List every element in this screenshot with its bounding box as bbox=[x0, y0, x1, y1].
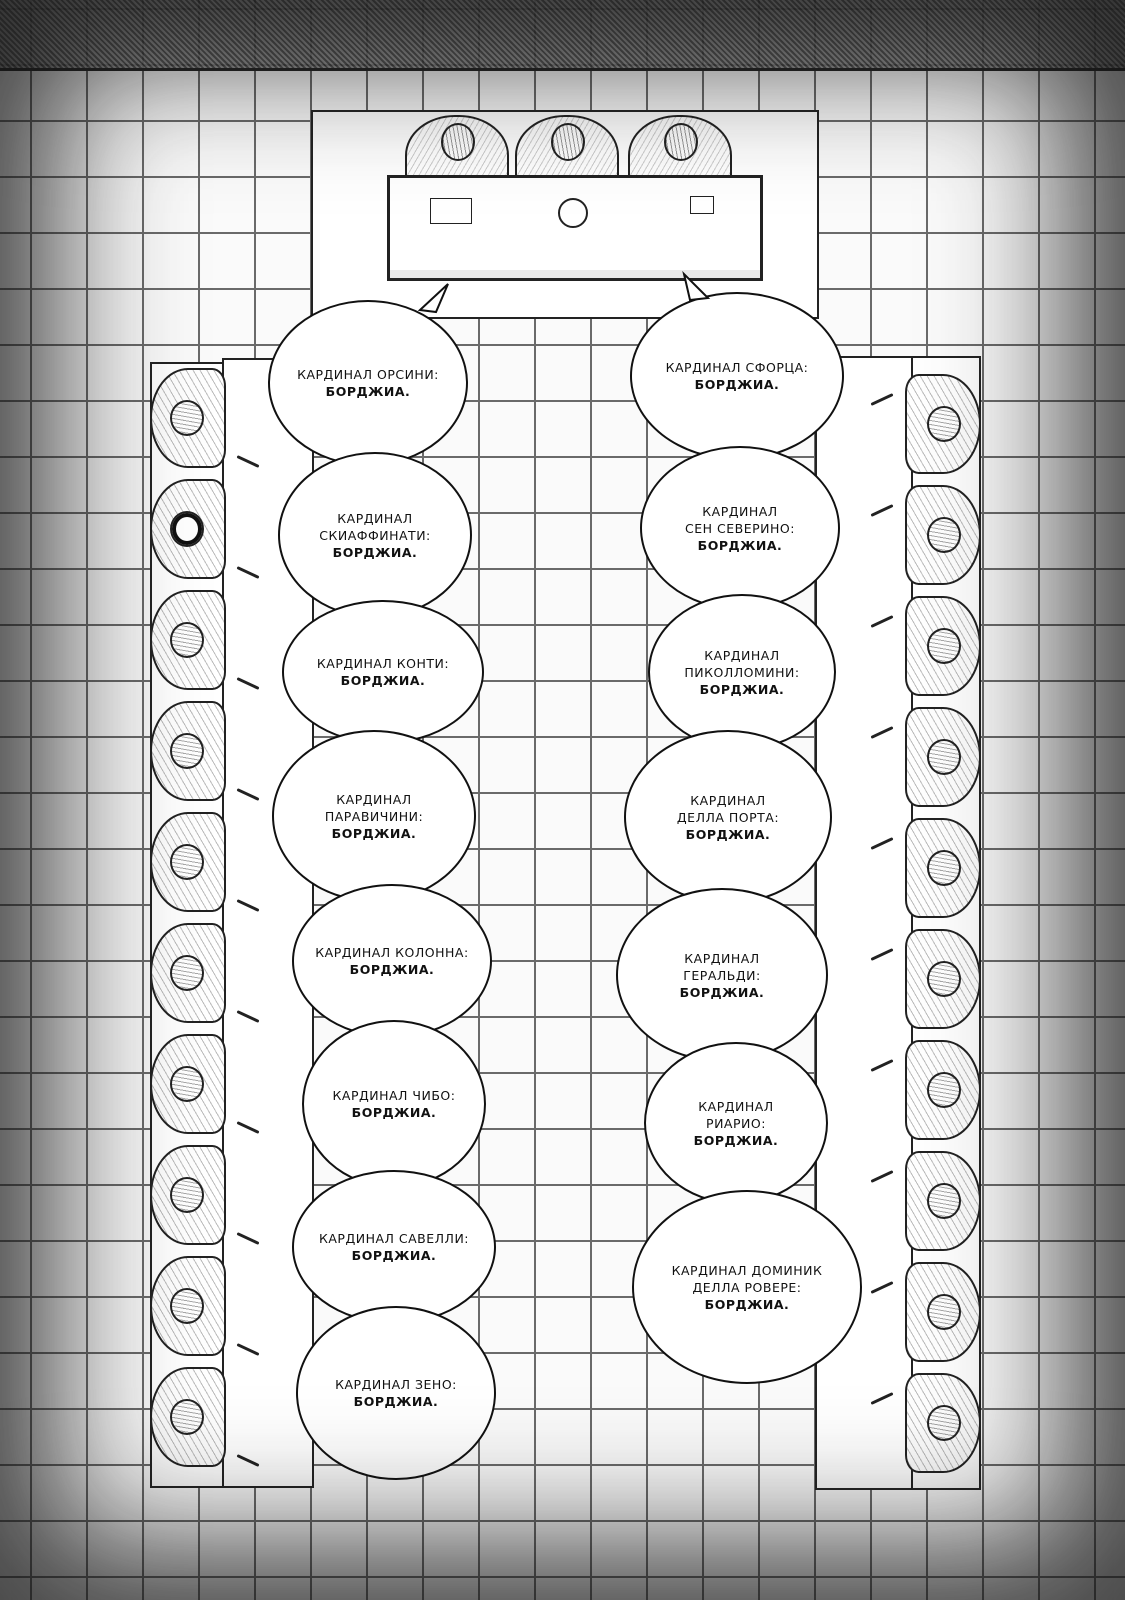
balloon-tail-left bbox=[420, 284, 448, 312]
cardinal-name: КАРДИНАЛ ЧИБО: bbox=[332, 1088, 456, 1103]
vote-text: БОРДЖИА. bbox=[340, 673, 426, 688]
vote-text: БОРДЖИА. bbox=[331, 825, 417, 841]
vote-text: БОРДЖИА. bbox=[332, 544, 418, 560]
cardinal-name: КАРДИНАЛ ЗЕНО: bbox=[335, 1377, 457, 1392]
cardinal-name: КАРДИНАЛ КОЛОННА: bbox=[315, 945, 469, 960]
cardinal-name: КАРДИНАЛ СЕН СЕВЕРИНО: bbox=[685, 503, 795, 536]
vote-text: БОРДЖИА. bbox=[699, 681, 785, 697]
vote-text: БОРДЖИА. bbox=[685, 826, 771, 842]
vote-text: БОРДЖИА. bbox=[704, 1296, 790, 1312]
cardinal-name: КАРДИНАЛ ГЕРАЛЬДИ: bbox=[683, 950, 761, 983]
cardinal-name: КАРДИНАЛ РИАРИО: bbox=[698, 1098, 774, 1131]
cardinal-name: КАРДИНАЛ СФОРЦА: bbox=[665, 360, 809, 375]
cardinal-name: КАРДИНАЛ ПИКОЛЛОМИНИ: bbox=[684, 647, 800, 680]
vote-text: БОРДЖИА. bbox=[353, 1394, 439, 1409]
vote-text: БОРДЖИА. bbox=[351, 1105, 437, 1120]
cardinal-name: КАРДИНАЛ САВЕЛЛИ: bbox=[318, 1231, 470, 1246]
cardinal-name: КАРДИНАЛ СКИАФФИНАТИ: bbox=[319, 510, 431, 543]
vote-text: БОРДЖИА. bbox=[697, 537, 783, 553]
vote-text: БОРДЖИА. bbox=[679, 984, 765, 1000]
vote-text: БОРДЖИА. bbox=[325, 384, 411, 399]
vote-text: БОРДЖИА. bbox=[694, 377, 780, 392]
balloon-tail-right bbox=[684, 274, 708, 300]
vote-text: БОРДЖИА. bbox=[693, 1132, 779, 1148]
vote-text: БОРДЖИА. bbox=[351, 1248, 437, 1263]
cardinal-name: КАРДИНАЛ КОНТИ: bbox=[316, 656, 450, 671]
vote-text: БОРДЖИА. bbox=[349, 962, 435, 977]
cardinal-name: КАРДИНАЛ ДЕЛЛА ПОРТА: bbox=[676, 792, 780, 825]
cardinal-name: КАРДИНАЛ ПАРАВИЧИНИ: bbox=[324, 791, 424, 824]
cardinal-name: КАРДИНАЛ ОРСИНИ: bbox=[297, 367, 439, 382]
cardinal-name: КАРДИНАЛ ДОМИНИК ДЕЛЛА РОВЕРЕ: bbox=[671, 1262, 823, 1295]
